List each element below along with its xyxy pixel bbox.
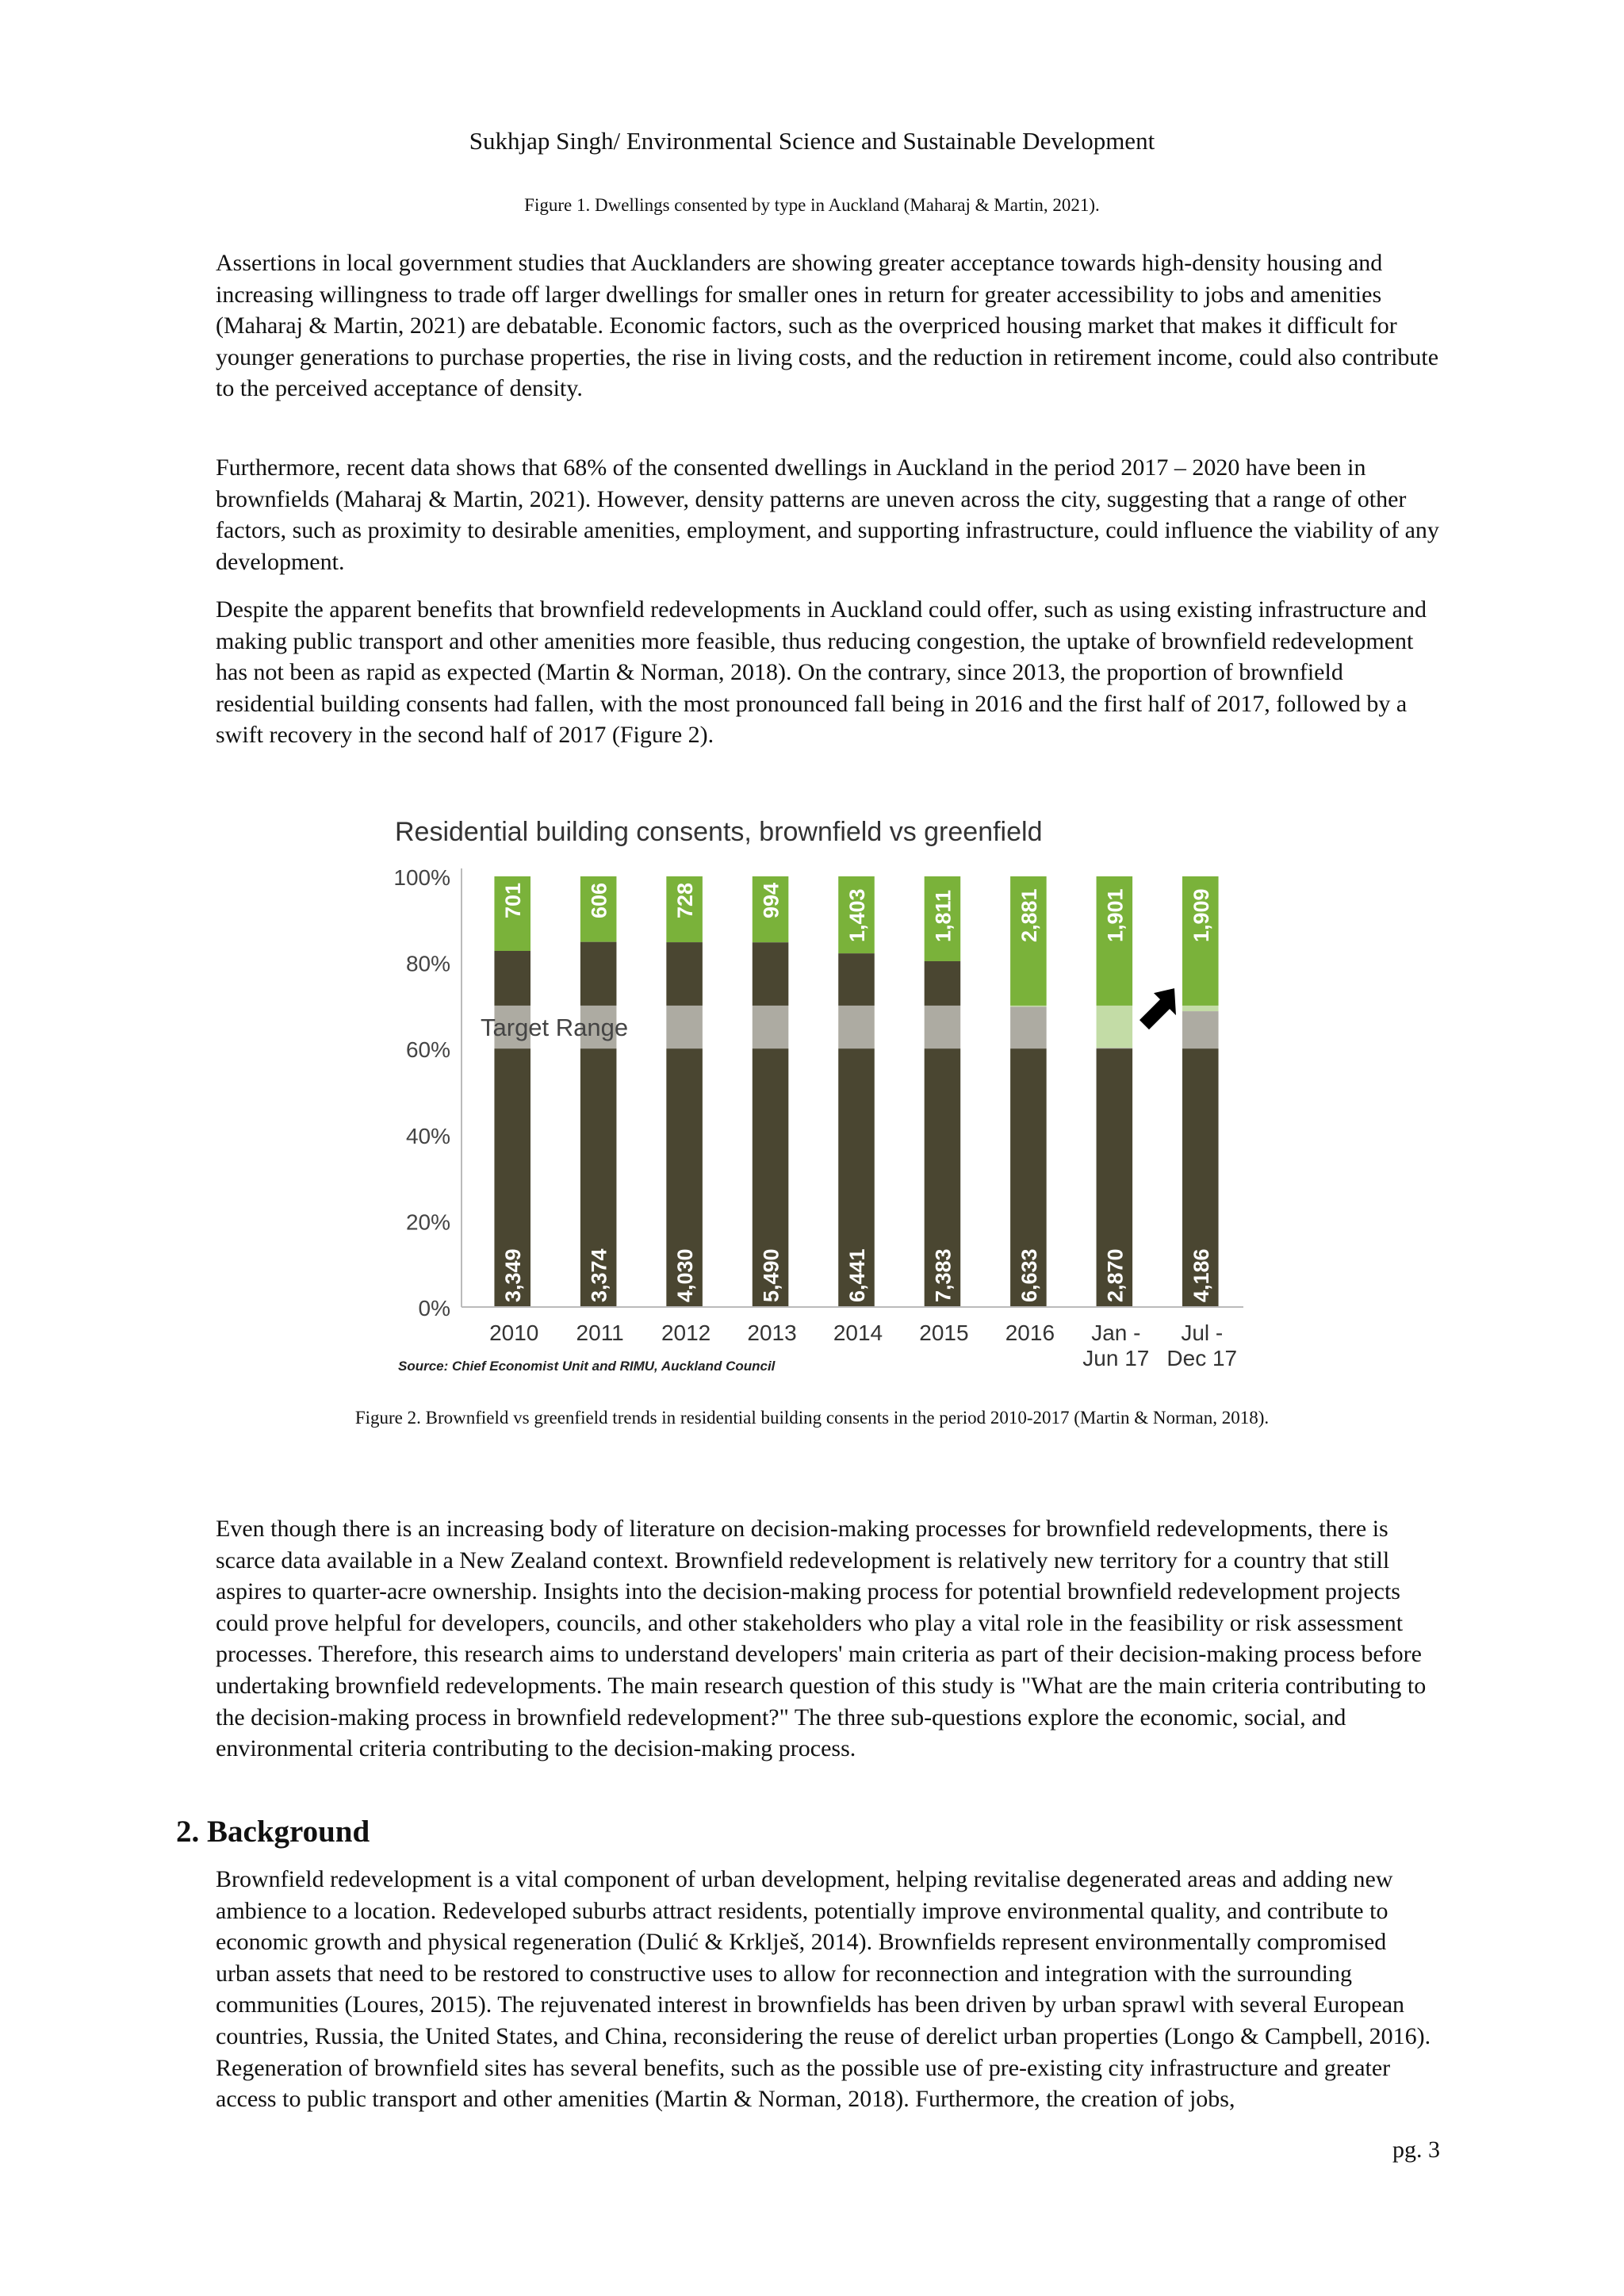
x-tick-label: Jun 17 xyxy=(1082,1346,1150,1370)
brownfield-value-label: 3,374 xyxy=(587,1248,611,1302)
x-tick-label: 2013 xyxy=(747,1320,797,1345)
greenfield-value-label: 994 xyxy=(759,882,783,918)
greenfield-value-label: 1,909 xyxy=(1189,888,1213,942)
target-range-label: Target Range xyxy=(481,1014,629,1042)
brownfield-value-label: 4,186 xyxy=(1189,1248,1213,1302)
chart-source: Source: Chief Economist Unit and RIMU, Auckland Council xyxy=(398,1359,776,1374)
y-axis xyxy=(393,865,462,1320)
chart-title: Residential building consents, brownfield vs greenfield xyxy=(395,817,1043,847)
y-tick-label: 80% xyxy=(405,951,450,976)
running-header: Sukhjap Singh/ Environmental Science and Sustainable Development xyxy=(469,127,1155,155)
chart-bars xyxy=(469,876,1243,1307)
paragraph-4: Even though there is an increasing body of literature on decision-making processes for brownfield redevelopments, there is scarce data available in a New Zealand context. Brownfield redevelopment is relatively new territory for a country that still aspires to quarter-acre ownership. Insights into the decision-making process for potential brownfield redevelopment projects could prove helpful for developers, councils, and other stakeholders who play a vital role in the feasibility or risk assessment processes. Therefore, this research aims to understand developers' main criteria as part of their decision-making process before undertaking brownfield redevelopments. The main research question of this study is "What are the main criteria contributing to the decision-making process in brownfield redevelopment?" The three sub-questions explore the economic, social, and environmental criteria contributing to the decision-making process. xyxy=(216,1516,1427,1762)
brownfield-greenfield-chart xyxy=(373,813,1269,1384)
greenfield-value-label: 1,811 xyxy=(931,889,956,942)
brownfield-value-label: 2,870 xyxy=(1103,1248,1128,1302)
figure2-caption: Figure 2. Brownfield vs greenfield trends in residential building consents in the period 2010-2017 (Martin & Norman, 2018). xyxy=(354,1408,1270,1428)
y-tick-label: 20% xyxy=(405,1209,450,1235)
brownfield-value-label: 6,633 xyxy=(1017,1248,1041,1302)
x-tick-label: 2014 xyxy=(833,1320,883,1345)
brownfield-value-label: 4,030 xyxy=(673,1248,698,1302)
brownfield-value-label: 3,349 xyxy=(501,1248,526,1302)
x-tick-label: 2016 xyxy=(1005,1320,1055,1345)
y-tick-label: 100% xyxy=(393,865,450,890)
brownfield-value-label: 6,441 xyxy=(845,1248,869,1302)
y-tick-label: 40% xyxy=(405,1123,450,1148)
y-tick-label: 0% xyxy=(418,1296,450,1320)
paragraph-2: Furthermore, recent data shows that 68% of the consented dwellings in Auckland in the period 2017 – 2020 have been in brownfields (Maharaj & Martin, 2021). However, density patterns are uneven across the city, suggesting that a range of other factors, such as proximity to desirable amenities, employment, and supporting infrastructure, could influence the viability of any development. xyxy=(216,454,1439,575)
greenfield-value-label: 606 xyxy=(587,882,611,918)
section-heading: 2. Background xyxy=(176,1815,370,1849)
x-tick-label: 2015 xyxy=(919,1320,969,1345)
paragraph-3: Despite the apparent benefits that brownfield redevelopments in Auckland could offer, such as using existing infrastructure and making public transport and other amenities more feasible, thus reducing congestion, the uptake of brownfield redevelopment has not been as rapid as expected (Martin & Norman, 2018). On the contrary, since 2013, the proportion of brownfield residential building consents had fallen, with the most pronounced fall being in 2016 and the first half of 2017, followed by a swift recovery in the second half of 2017 (Figure 2). xyxy=(216,596,1427,749)
greenfield-value-label: 1,901 xyxy=(1103,888,1128,942)
brownfield-value-label: 7,383 xyxy=(931,1248,956,1302)
figure1-caption: Figure 1. Dwellings consented by type in Auckland (Maharaj & Martin, 2021). xyxy=(524,195,1100,215)
brownfield-value-label: 5,490 xyxy=(759,1248,783,1302)
greenfield-value-label: 2,881 xyxy=(1017,888,1041,942)
greenfield-value-label: 728 xyxy=(673,882,698,918)
greenfield-value-label: 701 xyxy=(501,882,526,918)
greenfield-value-label: 1,403 xyxy=(845,888,869,942)
x-tick-label: Jul - xyxy=(1181,1320,1224,1345)
y-tick-label: 60% xyxy=(405,1037,450,1063)
paragraph-1: Assertions in local government studies that Aucklanders are showing greater acceptance towards high-density housing and increasing willingness to trade off larger dwellings for smaller ones in return for greater accessibility to jobs and amenities (Maharaj & Martin, 2021) are debatable. Economic factors, such as the overpriced housing market that makes it difficult for younger generations to purchase properties, the rise in living costs, and the reduction in retirement income, could also contribute to the perceived acceptance of density. xyxy=(216,250,1439,402)
paragraph-5: Brownfield redevelopment is a vital component of urban development, helping revitalise degenerated areas and adding new ambience to a location. Redeveloped suburbs attract residents, potentially improve environmental quality, and contribute to economic growth and physical regeneration (Dulić & Krklješ, 2014). Brownfields represent environmentally compromised urban assets that need to be restored to constructive uses to allow for reconnection and integration with the surrounding communities (Loures, 2015). The rejuvenated interest in brownfields has been driven by urban sprawl with several European countries, Russia, the United States, and China, reconsidering the reuse of derelict urban properties (Longo & Campbell, 2016). Regeneration of brownfield sites has several benefits, such as the possible use of pre-existing city infrastructure and greater access to public transport and other amenities (Martin & Norman, 2018). Furthermore, the creation of jobs, xyxy=(216,1866,1431,2113)
x-tick-label: Dec 17 xyxy=(1166,1346,1238,1370)
x-tick-label: 2010 xyxy=(489,1320,539,1345)
x-tick-label: 2012 xyxy=(661,1320,711,1345)
page-number: pg. 3 xyxy=(1392,2137,1440,2163)
x-tick-label: Jan - xyxy=(1091,1320,1141,1345)
x-tick-label: 2011 xyxy=(576,1320,624,1345)
